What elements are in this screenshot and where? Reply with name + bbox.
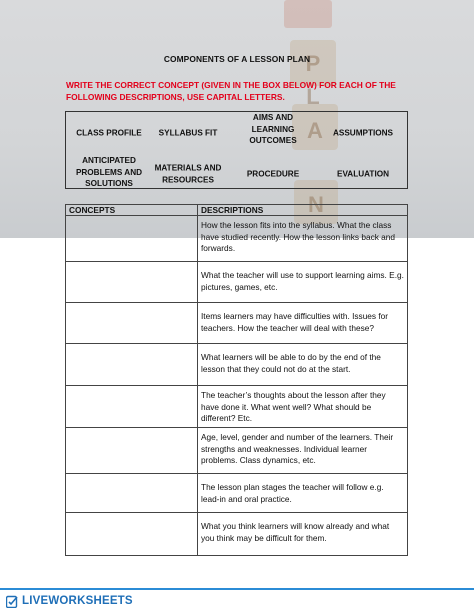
liveworksheets-logo-icon [6, 595, 19, 608]
concept-answer-cell[interactable] [66, 216, 198, 262]
header-concepts: CONCEPTS [66, 205, 198, 216]
concepts-table [65, 204, 408, 556]
table-row [66, 428, 408, 474]
description-cell: Items learners may have difficulties with. Issues for teachers. How the teacher will deal with these? [198, 303, 408, 344]
concept-answer-cell[interactable] [66, 474, 198, 513]
bg-letter-n: N [308, 192, 324, 217]
description-cell: What learners will be able to do by the end of the lesson that they could not do at the start. [198, 344, 408, 386]
concept-option: ASSUMPTIONS [332, 128, 394, 138]
footer-brand[interactable] [6, 594, 133, 608]
bg-letter-l: L [306, 84, 320, 109]
concept-option: PROCEDURE [246, 169, 300, 179]
concept-option: EVALUATION [336, 169, 390, 179]
description-cell: What you think learners will know already and what you think may be difficult for them. [198, 513, 408, 556]
concept-answer-cell[interactable] [66, 428, 198, 474]
concept-answer-cell[interactable] [66, 262, 198, 303]
description-cell: What the teacher will use to support learning aims. E.g. pictures, games, etc. [198, 262, 408, 303]
instructions: WRITE THE CORRECT CONCEPT (GIVEN IN THE BOX BELOW) FOR EACH OF THE FOLLOWING DESCRIPTIONS, USE CAPITAL LETTERS. [66, 80, 396, 102]
table-row [66, 386, 408, 428]
table-row [66, 344, 408, 386]
table-row [66, 474, 408, 513]
table-row [66, 303, 408, 344]
concept-option: CLASS PROFILE [76, 128, 142, 138]
concept-option: MATERIALS AND RESOURCES [154, 163, 222, 184]
concept-option: AIMS AND LEARNING OUTCOMES [249, 112, 297, 145]
bg-letter-a: A [307, 118, 323, 143]
description-cell: How the lesson fits into the syllabus. What the class have studied recently. How the lesson links back and forwards. [198, 216, 408, 262]
concept-answer-cell[interactable] [66, 513, 198, 556]
description-cell: The lesson plan stages the teacher will follow e.g. lead-in and oral practice. [198, 474, 408, 513]
concept-answer-cell[interactable] [66, 344, 198, 386]
footer-brand-text: LIVEWORKSHEETS [22, 595, 133, 607]
concept-answer-cell[interactable] [66, 303, 198, 344]
concept-option: SYLLABUS FIT [158, 128, 218, 138]
description-cell: Age, level, gender and number of the learners. Their strengths and weaknesses. Individual learner problems. Class dynamics, etc. [198, 428, 408, 474]
concept-word-box [65, 111, 408, 189]
table-row [66, 262, 408, 303]
header-descriptions: DESCRIPTIONS [198, 205, 408, 216]
table-row [66, 513, 408, 556]
page-title: COMPONENTS OF A LESSON PLAN [163, 54, 311, 64]
table-row [66, 216, 408, 262]
concept-answer-cell[interactable] [66, 386, 198, 428]
concept-option: ANTICIPATED PROBLEMS AND SOLUTIONS [75, 155, 143, 188]
description-cell: The teacher’s thoughts about the lesson after they have done it. What went well? What should be different? Etc. [198, 386, 408, 428]
bg-letter-p: P [305, 51, 321, 76]
footer-divider [0, 588, 474, 590]
